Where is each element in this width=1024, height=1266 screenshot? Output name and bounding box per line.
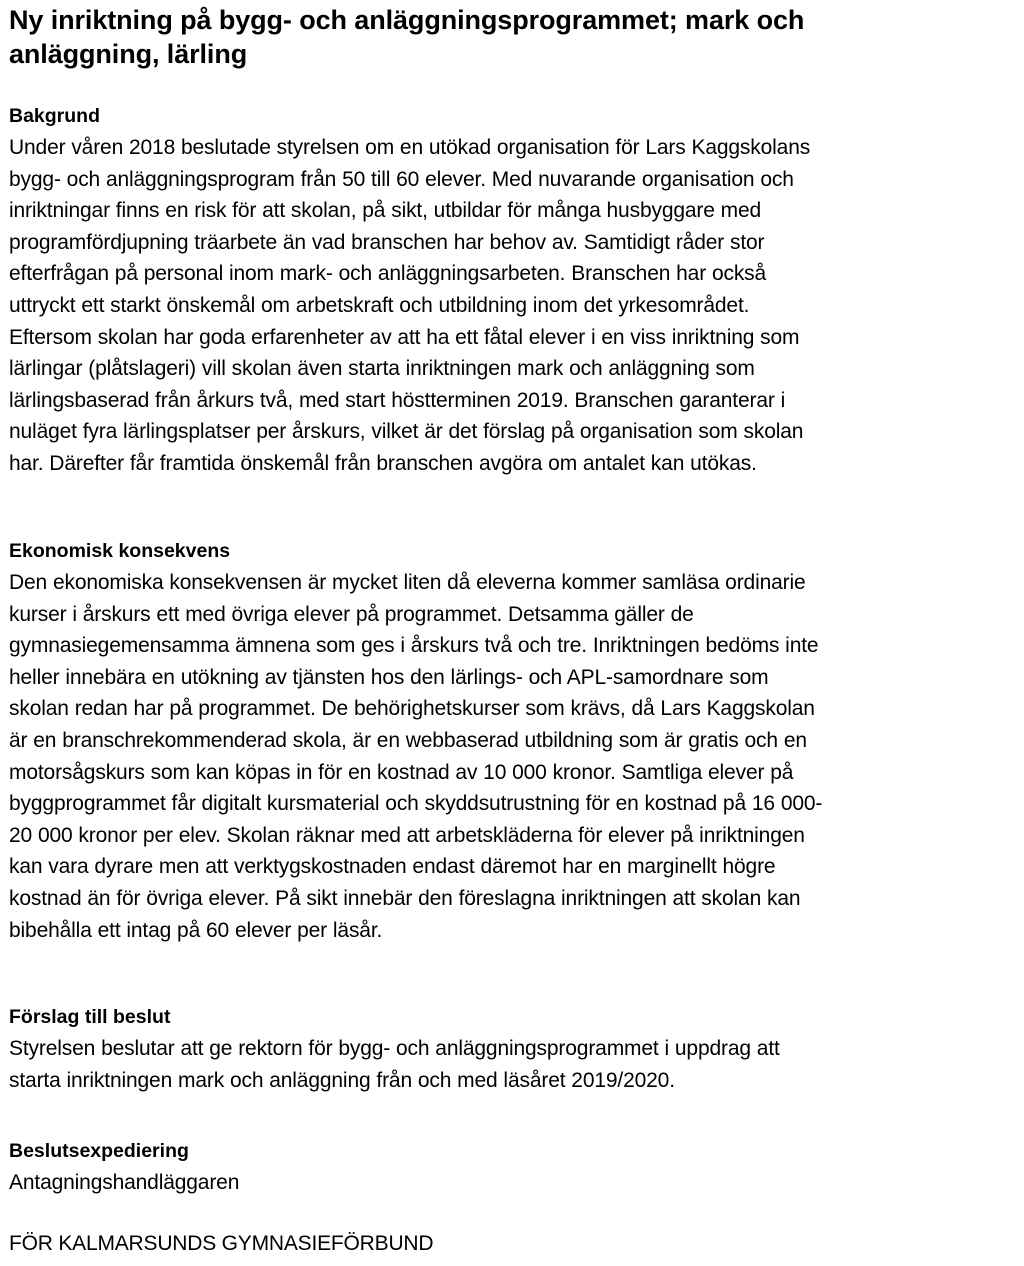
text-line: heller innebära en utökning av tjänsten hos den lärlings- och APL-samordnare som (9, 665, 769, 689)
text-line: kan vara dyrare men att verktygskostnaden endast däremot har en marginellt högre (9, 855, 776, 879)
text-line: bygg- och anläggningsprogram från 50 till 60 elever. Med nuvarande organisation och (9, 167, 794, 191)
text-line: Antagningshandläggaren (9, 1171, 240, 1194)
text-line: uttryckt ett starkt önskemål om arbetskraft och utbildning inom det yrkesområdet. (9, 293, 750, 317)
text-line: kostnad än för övriga elever. På sikt innebär den föreslagna inriktningen att skolan kan (9, 886, 801, 910)
text-line: bibehålla ett intag på 60 elever per läsår. (9, 918, 383, 942)
text-line: motorsågskurs som kan köpas in för en kostnad av 10 000 kronor. Samtliga elever på (9, 760, 794, 784)
signature-org: FÖR KALMARSUNDS GYMNASIEFÖRBUND (9, 1232, 434, 1255)
document-title (9, 3, 1021, 71)
section-paragraph (9, 567, 1021, 946)
text-line: kurser i årskurs ett med övriga elever på programmet. Detsamma gäller de (9, 602, 694, 626)
text-line: Eftersom skolan har goda erfarenheter av att ha ett fåtal elever i en viss inriktning som (9, 325, 800, 349)
section-bakgrund (9, 100, 1021, 480)
text-line: nuläget fyra lärlingsplatser per årskurs, vilket är det förslag på organisation som skolan (9, 420, 804, 444)
section-ekonomisk-konsekvens (9, 535, 1021, 946)
section-heading: Beslutsexpediering (9, 1140, 189, 1162)
text-line: lärlingar (plåtslageri) vill skolan även starta inriktningen mark och anläggning som (9, 357, 755, 381)
section-heading: Förslag till beslut (9, 1006, 171, 1028)
text-line: efterfrågan på personal inom mark- och anläggningsarbeten. Branschen har också (9, 262, 767, 286)
title-line: anläggning, lärling (9, 39, 248, 69)
text-line: har. Därefter får framtida önskemål från branschen avgöra om antalet kan utökas. (9, 451, 757, 475)
section-heading: Ekonomisk konsekvens (9, 540, 231, 562)
section-paragraph (9, 132, 1021, 480)
text-line: Den ekonomiska konsekvensen är mycket liten då eleverna kommer samläsa ordinarie (9, 571, 806, 594)
text-line: Styrelsen beslutar att ge rektorn för bygg- och anläggningsprogrammet i uppdrag att (9, 1037, 780, 1060)
text-line: byggprogrammet får digitalt kursmaterial och skyddsutrustning för en kostnad på 16 000- (9, 792, 823, 816)
section-paragraph (9, 1167, 1021, 1199)
section-heading: Bakgrund (9, 105, 101, 127)
section-forslag-till-beslut (9, 1001, 1021, 1096)
text-line: lärlingsbaserad från årkurs två, med start höstterminen 2019. Branschen garanterar i (9, 388, 786, 412)
document-page (9, 0, 1021, 1255)
text-line: 20 000 kronor per elev. Skolan räknar med att arbetskläderna för elever på inriktningen (9, 823, 805, 847)
text-line: inriktningar finns en risk för att skolan, på sikt, utbildar för många husbyggare med (9, 199, 762, 223)
text-line: är en branschrekommenderad skola, är en webbaserad utbildning som är gratis och en (9, 728, 807, 752)
section-paragraph (9, 1033, 1021, 1096)
text-line: starta inriktningen mark och anläggning från och med läsåret 2019/2020. (9, 1068, 675, 1092)
text-line: skolan redan har på programmet. De behörighetskurser som krävs, då Lars Kaggskolan (9, 697, 815, 721)
title-line: Ny inriktning på bygg- och anläggningsprogrammet; mark och (9, 5, 805, 35)
section-beslutsexpediering (9, 1135, 1021, 1199)
text-line: gymnasiegemensamma ämnena som ges i årskurs två och tre. Inriktningen bedöms inte (9, 634, 819, 658)
text-line: programfördjupning träarbete än vad branschen har behov av. Samtidigt råder stor (9, 230, 765, 254)
text-line: Under våren 2018 beslutade styrelsen om en utökad organisation för Lars Kaggskolans (9, 136, 811, 159)
